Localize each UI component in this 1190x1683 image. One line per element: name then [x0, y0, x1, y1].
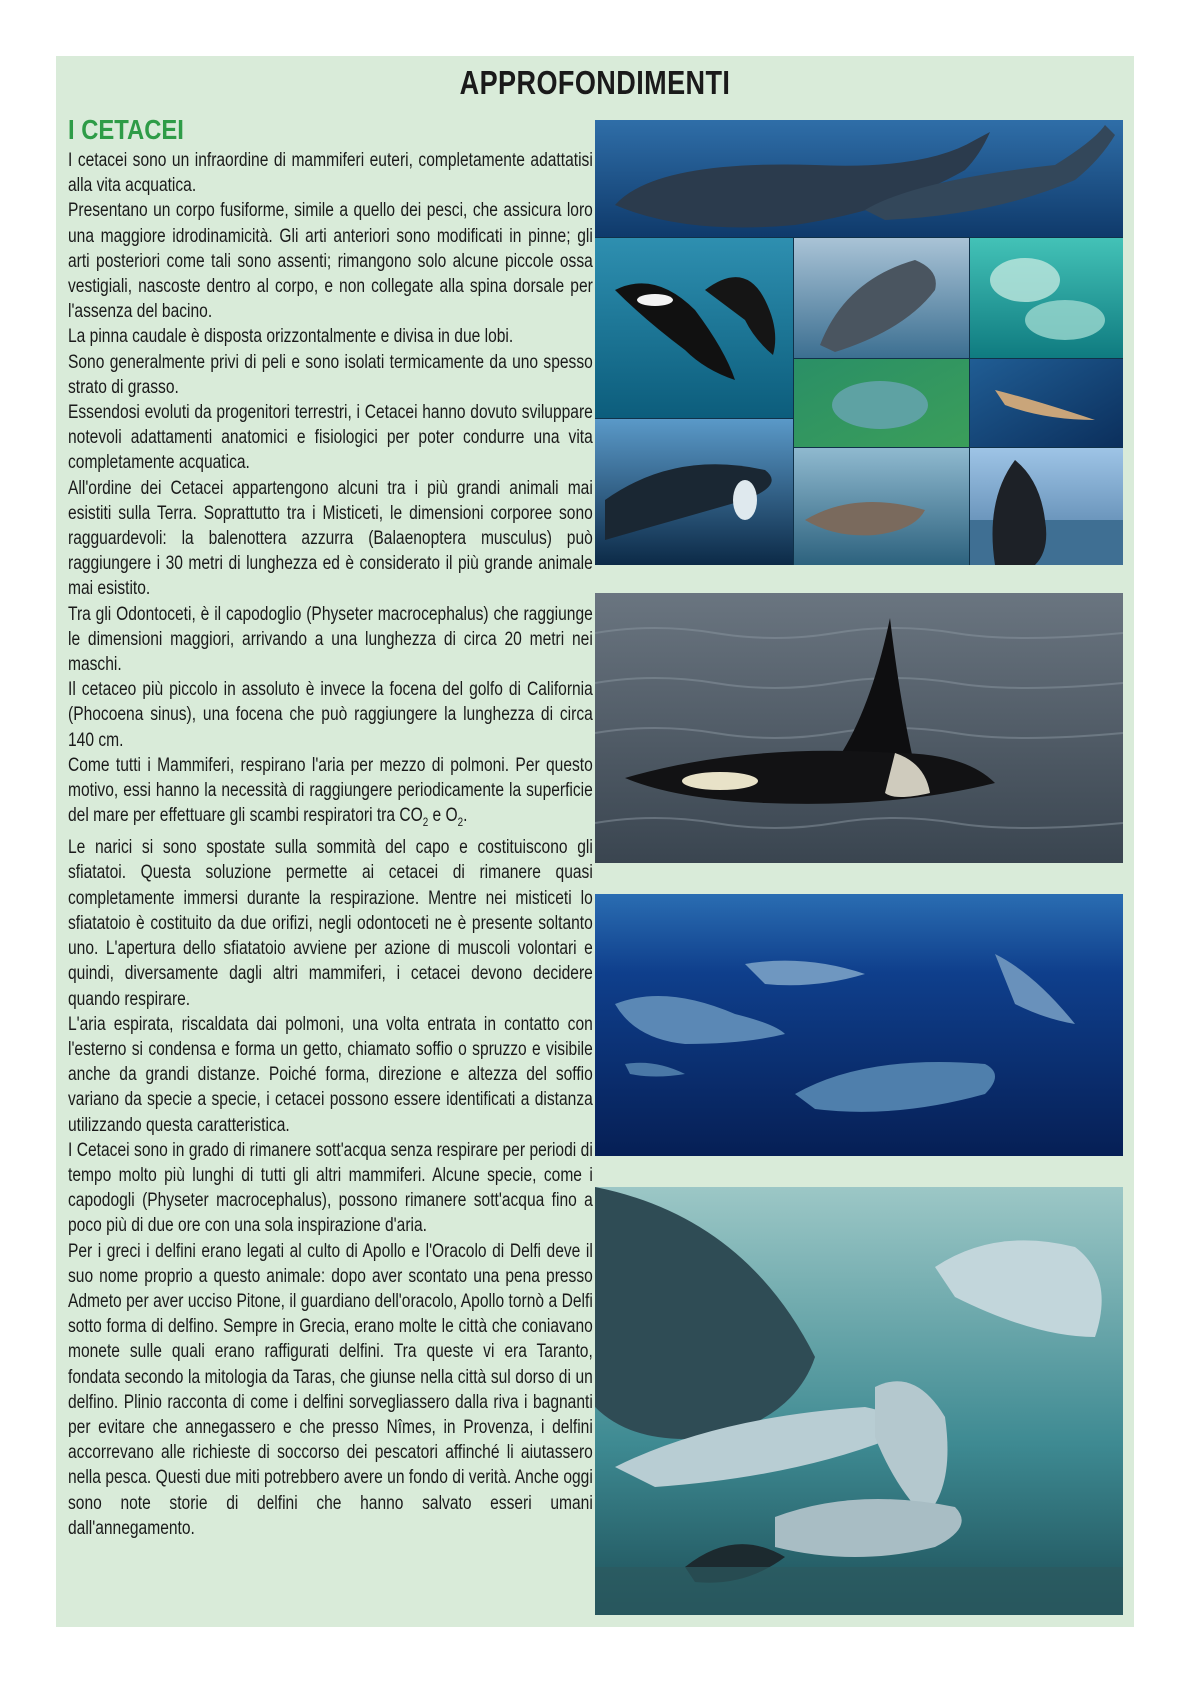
paragraph: Sono generalmente privi di peli e sono isolati termicamente da uno spesso strato di grasso. — [68, 351, 593, 398]
page-title: APPROFONDIMENTI — [459, 64, 731, 101]
paragraph: L'aria espirata, riscaldata dai polmoni, una volta entrata in contatto con l'esterno si condensa e forma un getto, chiamato soffio o spruzzo e visibile anche da grandi distanze. Poiché forma, direzione e altezza del soffio variano da specie a specie, i cetacei possono essere identificati a distanza utilizzando questa caratteristica. — [68, 1013, 593, 1136]
paragraph: Essendosi evoluti da progenitori terrestri, i Cetacei hanno dovuto sviluppare notevoli adattamenti anatomici e fisiologici per poter condurre una vita completamente acquatica. — [68, 402, 593, 474]
humpback-whales-image — [595, 894, 1123, 1156]
paragraph: Le narici si sono spostate sulla sommità del capo e costituiscono gli sfiatatoi. Questa soluzione permette ai cetacei di rimanere quasi completamente immersi durante la respirazione. Mentre nei misticeti lo sfiatatoio è costituito da due orifizi, negli odontoceti ne è presente soltanto uno. L'apertura dello sfiatatoio avviene per azione di muscoli volontari e quindi, diversamente dagli altri mammiferi, i cetacei devono decidere quando respirare. — [68, 837, 593, 1010]
paragraph-breathing: Come tutti i Mammiferi, respirano l'aria per mezzo di polmoni. Per questo motivo, essi hanno la necessità di raggiungere periodicamente la superficie del mare per effettuare gli scambi respiratori tra $CO_2$ e $O_2$. — [68, 754, 593, 830]
paragraph: I Cetacei sono in grado di rimanere sott'acqua senza respirare per periodi di tempo molto più lunghi di tutti gli altri mammiferi. Alcune specie, come i capodogli (Physeter macrocephalus), possono rimanere sott'acqua fino a poco più di due ore con una sola inspirazione d'aria. — [68, 1139, 593, 1237]
paragraph: La pinna caudale è disposta orizzontalmente e divisa in due lobi. — [68, 326, 514, 348]
orca-image — [595, 593, 1123, 863]
paragraph: I cetacei sono un infraordine di mammiferi euteri, completamente adattatisi alla vita acquatica. — [68, 150, 593, 197]
paragraph: Il cetaceo più piccolo in assoluto è invece la focena del golfo di California (Phocoena sinus), una focena che può raggiungere la lunghezza di circa 140 cm. — [68, 679, 593, 751]
section-title: I CETACEI — [68, 114, 184, 145]
paragraph: Tra gli Odontoceti, è il capodoglio (Physeter macrocephalus) che raggiunge le dimensioni maggiori, arrivando a una lunghezza di circa 20 metri nei maschi. — [68, 603, 593, 676]
content-panel — [56, 56, 1134, 1627]
paragraph: All'ordine dei Cetacei appartengono alcuni tra i più grandi animali mai esistiti sulla Terra. Soprattutto tra i Misticeti, le dimensioni corporee sono ragguardevoli: la balenottera azzurra (Balaenoptera musculus) può raggiungere i 30 metri di lunghezza ed è considerato il più grande animale mai esistito. — [68, 477, 593, 600]
paragraph: Per i greci i delfini erano legati al culto di Apollo e l'Oracolo di Delfi deve il suo nome proprio a questo animale: dopo aver scontato una pena presso Admeto per aver ucciso Pitone, il guardiano dell'oracolo, Apollo tornò a Delfi sotto forma di delfino. Sempre in Grecia, erano molte le città che coniavano monete sulle quali erano raffigurati delfini. Tra queste vi era Taranto, fondata secondo la mitologia da Taras, che giunse nella città sul dorso di un delfino. Plinio racconta di come i delfini sorvegliassero dalla riva i bagnanti per evitare che annegassero e che presso Nîmes, in Provenza, i delfini accorrevano alle richieste di soccorso dei pescatori affinché li aiutassero nella pesca. Questi due miti potrebbero avere un fondo di verità. Anche oggi sono note storie di delfini che hanno salvato esseri umani dall'annegamento. — [68, 1240, 593, 1539]
paragraph: Presentano un corpo fusiforme, simile a quello dei pesci, che assicura loro una maggiore idrodinamicità. Gli arti anteriori sono modificati in pinne; gli arti posteriori come tali sono assenti; rimangono solo alcune piccole ossa vestigiali, nascoste dentro al corpo, e non collegate alla spina dorsale per l'assenza del bacino. — [68, 200, 593, 323]
article-text — [68, 148, 593, 1541]
dolphins-image — [595, 1187, 1123, 1615]
cetacean-collage-image — [595, 120, 1123, 565]
